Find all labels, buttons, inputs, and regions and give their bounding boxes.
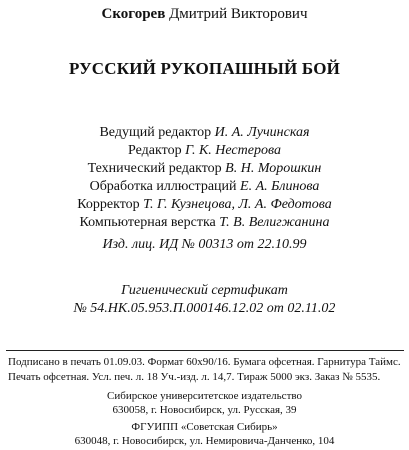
staff-row (0, 179, 409, 195)
author-line (0, 6, 409, 23)
staff-name: И. А. Лучинская (214, 125, 310, 140)
printer-address: 630048, г. Новосибирск, ул. Немировича-Данченко, 104 (74, 435, 335, 447)
divider-rule (6, 350, 404, 351)
staff-role: Ведущий редактор (99, 125, 212, 140)
staff-name: Е. А. Блинова (240, 179, 320, 194)
imprint-line-1: Подписано в печать 01.09.03. Формат 60х90/16. Бумага офсетная. Гарнитура Таймс. (8, 356, 401, 368)
staff-role: Обработка иллюстраций (89, 179, 237, 194)
certificate-heading: Гигиенический сертификат (121, 283, 288, 298)
staff-row (0, 215, 409, 231)
staff-row (0, 197, 409, 213)
publisher-name: Сибирское университетское издательство (107, 390, 302, 402)
book-title: РУССКИЙ РУКОПАШНЫЙ БОЙ (68, 59, 341, 78)
staff-name: В. Н. Морошкин (225, 161, 322, 176)
staff-row (0, 161, 409, 177)
author-surname: Скогорев (101, 6, 166, 22)
author-given-names: Дмитрий Викторович (169, 6, 308, 22)
staff-role: Корректор (77, 197, 140, 212)
staff-name: Г. К. Нестерова (185, 143, 281, 158)
staff-row (0, 143, 409, 159)
publisher-address: 630058, г. Новосибирск, ул. Русская, 39 (112, 404, 297, 416)
staff-role: Компьютерная верстка (79, 215, 216, 230)
staff-role: Технический редактор (87, 161, 222, 176)
printer-name: ФГУИПП «Советская Сибирь» (131, 421, 278, 433)
staff-row (0, 125, 409, 141)
staff-name: Т. В. Велигжанина (219, 215, 330, 230)
staff-name: Т. Г. Кузнецова, Л. А. Федотова (143, 197, 332, 212)
imprint-line-2: Печать офсетная. Усл. печ. л. 18 Уч.-изд. л. 14,7. Тираж 5000 экз. Заказ № 5535. (8, 371, 381, 383)
certificate-number: № 54.НК.05.953.П.000146.12.02 от 02.11.02 (73, 301, 336, 316)
staff-role: Редактор (128, 143, 182, 158)
publisher-license: Изд. лиц. ИД № 00313 от 22.10.99 (102, 237, 307, 252)
